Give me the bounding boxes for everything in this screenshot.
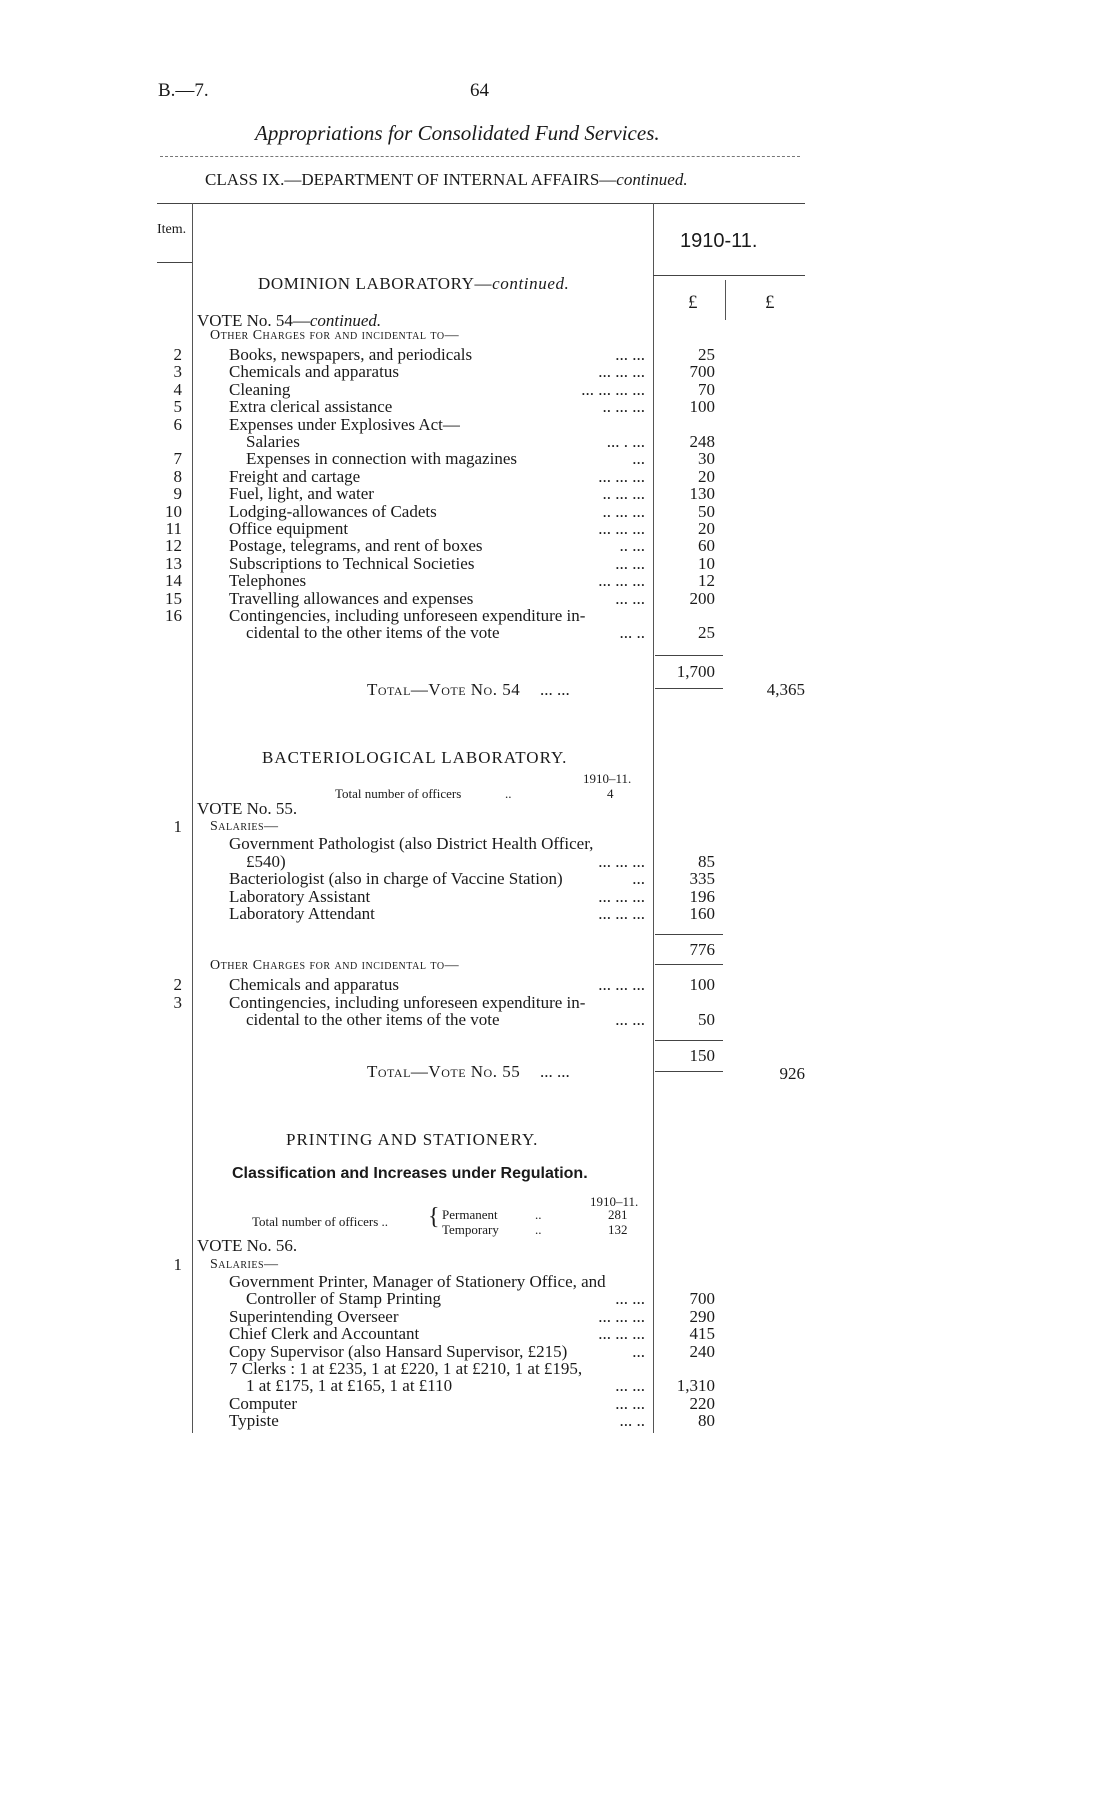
bacteriological-other-row-amount: 100 xyxy=(689,975,715,994)
dominion-title-text: DOMINION LABORATORY— xyxy=(258,274,493,293)
printing-row-amount: 290 xyxy=(689,1306,715,1326)
dominion-row-item-number: 14 xyxy=(165,571,182,591)
dominion-row-leader-dots: .. ... ... xyxy=(602,484,645,504)
dominion-row-description: Chemicals and apparatus xyxy=(229,362,399,382)
vote-54-text: VOTE No. 54— xyxy=(197,311,310,330)
dominion-row-item-number: 15 xyxy=(165,588,182,608)
bacteriological-officers-label: Total number of officers xyxy=(335,786,462,801)
dominion-row-amount: 20 xyxy=(698,466,715,486)
dominion-row-description: Expenses under Explosives Act— xyxy=(229,414,460,434)
bacteriological-salary-row-amount: 85 xyxy=(698,851,715,871)
dominion-row-description: cidental to the other items of the vote xyxy=(246,623,500,643)
dominion-row-amount: 130 xyxy=(689,484,715,504)
bacteriological-section-title: BACTERIOLOGICAL LABORATORY. xyxy=(262,748,568,767)
bacteriological-salary-row-amount: 335 xyxy=(689,869,715,888)
bacteriological-other-row-item-number: 2 xyxy=(173,975,182,994)
dominion-row-leader-dots: .. ... xyxy=(619,536,645,556)
bacteriological-other-row-leader-dots: ... ... ... xyxy=(598,975,645,994)
dominion-row-leader-dots: ... ... ... ... xyxy=(581,379,645,399)
bacteriological-salaries-subtotal: 776 xyxy=(689,940,715,959)
dominion-row-amount: 700 xyxy=(689,362,715,382)
dominion-row-amount: 200 xyxy=(689,588,715,608)
printing-officers-year: 1910–11. xyxy=(590,1194,639,1209)
dominion-row-description: Cleaning xyxy=(229,379,291,399)
printing-row-leader-dots: ... ... xyxy=(615,1393,645,1413)
printing-permanent-label: Permanent xyxy=(442,1207,498,1222)
dominion-title-continued: continued. xyxy=(492,274,570,293)
vote-56-heading: VOTE No. 56. xyxy=(197,1236,298,1255)
bacteriological-salary-row-leader-dots: ... ... ... xyxy=(598,851,645,871)
dominion-row-amount: 248 xyxy=(689,432,715,451)
vote-55-total-rule xyxy=(655,1071,723,1072)
dominion-section-title xyxy=(258,274,569,294)
printing-row-leader-dots: ... ... xyxy=(615,1376,645,1396)
vote-55-total: 926 xyxy=(779,1064,805,1083)
dominion-row-amount: 25 xyxy=(698,623,715,643)
dominion-row-description: Books, newspapers, and periodicals xyxy=(229,345,473,364)
dominion-row-item-number: 16 xyxy=(165,606,182,625)
printing-officers-brace: { xyxy=(428,1204,440,1230)
dominion-row-amount: 25 xyxy=(698,345,715,364)
dominion-other-charges-heading: Other Charges for and incidental to— xyxy=(210,328,460,343)
dominion-row-leader-dots: ... ... xyxy=(615,588,645,608)
dominion-row-description: Freight and cartage xyxy=(229,466,361,486)
dominion-row-amount: 100 xyxy=(689,397,715,417)
bacteriological-salary-row-leader-dots: ... xyxy=(632,869,645,888)
dominion-row-leader-dots: ... .. xyxy=(619,623,645,643)
dominion-row-item-number: 7 xyxy=(173,449,182,469)
dominion-row-description: Subscriptions to Technical Societies xyxy=(229,553,475,573)
printing-salaries-item: 1 xyxy=(173,1255,182,1274)
dominion-row-item-number: 13 xyxy=(165,553,182,573)
printing-row-amount: 415 xyxy=(689,1324,715,1344)
printing-row-description: Computer xyxy=(229,1393,297,1413)
dominion-row-item-number: 2 xyxy=(173,345,182,364)
dominion-row-item-number: 12 xyxy=(165,536,182,556)
dominion-row-description: Salaries xyxy=(246,432,300,451)
bacteriological-salary-row-description: Government Pathologist (also District Health Officer, xyxy=(229,834,594,853)
dominion-row-amount: 50 xyxy=(698,501,715,521)
printing-row-amount: 220 xyxy=(689,1393,715,1413)
dominion-subtotal-rule xyxy=(655,655,723,656)
printing-row-description: 1 at £175, 1 at £165, 1 at £110 xyxy=(246,1376,453,1396)
dominion-row-leader-dots: ... xyxy=(632,449,645,469)
bacteriological-salary-row-leader-dots: ... ... ... xyxy=(598,886,645,906)
class-title-continued: continued. xyxy=(616,170,688,189)
printing-row-leader-dots: ... .. xyxy=(619,1411,645,1431)
printing-row-leader-dots: ... ... ... xyxy=(598,1306,645,1326)
amount-column-divider xyxy=(653,203,654,1433)
dominion-row-item-number: 5 xyxy=(173,397,182,417)
printing-row-description: Government Printer, Manager of Stationery Office, and xyxy=(229,1272,606,1291)
class-title xyxy=(205,170,688,190)
vote-54-total: 4,365 xyxy=(766,680,805,699)
bacteriological-other-row-description: cidental to the other items of the vote xyxy=(246,1010,500,1029)
printing-temporary-label: Temporary xyxy=(442,1222,499,1237)
vote-55-total-dots: ... ... xyxy=(540,1062,570,1081)
printing-salaries-heading: Salaries— xyxy=(210,1257,279,1272)
dominion-row-amount: 70 xyxy=(698,379,715,399)
bacteriological-salary-row-amount: 160 xyxy=(689,904,715,923)
printing-officers-label: Total number of officers .. xyxy=(252,1214,389,1229)
bacteriological-salary-row-leader-dots: ... ... ... xyxy=(598,904,645,923)
dominion-row-description: Office equipment xyxy=(229,519,349,538)
pound-header-1: £ xyxy=(688,292,698,313)
printing-row-description: Superintending Overseer xyxy=(229,1306,399,1326)
printing-row-amount: 80 xyxy=(698,1411,715,1431)
printing-row-amount: 240 xyxy=(689,1341,715,1361)
printing-row-amount: 700 xyxy=(689,1289,715,1309)
bacteriological-salary-row-description: Laboratory Assistant xyxy=(229,886,371,906)
printing-row-leader-dots: ... xyxy=(632,1341,645,1361)
page-number: 64 xyxy=(470,80,489,101)
printing-temporary-dots: .. xyxy=(535,1222,542,1237)
dominion-row-item-number: 4 xyxy=(173,379,182,399)
vote-54-total-dots: ... ... xyxy=(540,680,570,699)
dominion-row-description: Contingencies, including unforeseen expenditure in- xyxy=(229,606,586,625)
dominion-row-amount: 10 xyxy=(698,553,715,573)
dominion-row-leader-dots: ... ... xyxy=(615,553,645,573)
dominion-row-description: Fuel, light, and water xyxy=(229,484,374,504)
vote-54-total-label: Total—Vote No. 54 xyxy=(367,680,521,699)
printing-row-description: Copy Supervisor (also Hansard Supervisor, £215) xyxy=(229,1341,568,1361)
dominion-row-item-number: 8 xyxy=(173,466,182,486)
printing-permanent-dots: .. xyxy=(535,1207,542,1222)
dominion-row-description: Telephones xyxy=(229,571,307,591)
dominion-row-amount: 30 xyxy=(698,449,715,469)
dominion-row-item-number: 11 xyxy=(165,519,182,538)
dominion-row-amount: 60 xyxy=(698,536,715,556)
pound-divider xyxy=(725,280,726,320)
vote-55-heading: VOTE No. 55. xyxy=(197,799,298,818)
year-header-rule xyxy=(653,275,805,276)
printing-row-leader-dots: ... ... xyxy=(615,1289,645,1309)
dominion-row-leader-dots: .. ... ... xyxy=(602,501,645,521)
bacteriological-salary-row-amount: 196 xyxy=(689,886,715,906)
pound-header-2: £ xyxy=(765,292,775,313)
printing-row-amount: 1,310 xyxy=(676,1376,715,1396)
dominion-row-leader-dots: ... ... ... xyxy=(598,519,645,538)
document-reference: B.—7. xyxy=(158,80,209,101)
dominion-row-description: Lodging-allowances of Cadets xyxy=(229,501,437,521)
bacteriological-other-rule xyxy=(655,1040,723,1041)
bacteriological-salaries-item: 1 xyxy=(173,817,182,836)
dominion-row-leader-dots: ... ... ... xyxy=(598,362,645,382)
printing-section-title: PRINTING AND STATIONERY. xyxy=(286,1130,539,1149)
bacteriological-other-row-description: Contingencies, including unforeseen expenditure in- xyxy=(229,992,586,1012)
table-top-rule xyxy=(157,203,805,204)
printing-row-description: Typiste xyxy=(229,1411,279,1431)
dominion-row-leader-dots: ... ... ... xyxy=(598,466,645,486)
header-rule xyxy=(160,156,800,157)
printing-row-description: Chief Clerk and Accountant xyxy=(229,1324,420,1344)
bacteriological-salary-row-description: £540) xyxy=(246,851,286,871)
dominion-row-leader-dots: ... ... xyxy=(615,345,645,364)
printing-temporary-count: 132 xyxy=(608,1222,628,1237)
dominion-subtotal: 1,700 xyxy=(676,662,715,681)
item-column-divider xyxy=(192,203,193,1433)
dominion-row-amount: 20 xyxy=(698,519,715,538)
printing-permanent-count: 281 xyxy=(608,1207,628,1222)
dominion-row-item-number: 9 xyxy=(173,484,182,504)
bacteriological-other-subtotal: 150 xyxy=(689,1046,715,1065)
bacteriological-salary-row-description: Bacteriologist (also in charge of Vaccine Station) xyxy=(229,869,563,888)
bacteriological-other-charges-heading: Other Charges for and incidental to— xyxy=(210,958,460,973)
dominion-row-item-number: 10 xyxy=(165,501,182,521)
printing-subtitle: Classification and Increases under Regulation. xyxy=(232,1165,588,1182)
bacteriological-officers-dots: .. xyxy=(505,786,512,801)
item-column-header: Item. xyxy=(157,222,187,237)
page-title: Appropriations for Consolidated Fund Services. xyxy=(255,121,660,145)
bacteriological-other-row-amount: 50 xyxy=(698,1010,715,1029)
dominion-row-description: Postage, telegrams, and rent of boxes xyxy=(229,536,483,556)
item-header-rule xyxy=(157,262,193,263)
printing-row-description: 7 Clerks : 1 at £235, 1 at £220, 1 at £210, 1 at £195, xyxy=(229,1359,583,1378)
vote-54-total-rule xyxy=(655,688,723,689)
dominion-row-leader-dots: ... ... ... xyxy=(598,571,645,591)
dominion-row-description: Travelling allowances and expenses xyxy=(229,588,474,608)
bacteriological-officers-year: 1910–11. xyxy=(583,771,632,786)
bacteriological-other-row-item-number: 3 xyxy=(173,992,182,1012)
bacteriological-salaries-rule-2 xyxy=(655,964,723,965)
bacteriological-other-row-description: Chemicals and apparatus xyxy=(229,975,399,994)
dominion-row-leader-dots: .. ... ... xyxy=(602,397,645,417)
class-title-text: CLASS IX.—DEPARTMENT OF INTERNAL AFFAIRS— xyxy=(205,170,617,189)
printing-row-description: Controller of Stamp Printing xyxy=(246,1289,442,1309)
dominion-row-leader-dots: ... . ... xyxy=(606,432,645,451)
dominion-row-item-number: 3 xyxy=(173,362,182,382)
bacteriological-other-row-leader-dots: ... ... xyxy=(615,1010,645,1029)
vote-54-continued: continued. xyxy=(309,311,382,330)
bacteriological-salary-row-description: Laboratory Attendant xyxy=(229,904,375,923)
dominion-row-description: Extra clerical assistance xyxy=(229,397,393,417)
bacteriological-officers-count: 4 xyxy=(607,786,614,801)
bacteriological-salaries-heading: Salaries— xyxy=(210,819,279,834)
printing-row-leader-dots: ... ... ... xyxy=(598,1324,645,1344)
bacteriological-salaries-rule xyxy=(655,934,723,935)
dominion-row-item-number: 6 xyxy=(173,414,182,434)
dominion-row-description: Expenses in connection with magazines xyxy=(246,449,517,469)
year-column-header: 1910-11. xyxy=(680,230,758,252)
vote-55-total-label: Total—Vote No. 55 xyxy=(367,1062,521,1081)
dominion-row-amount: 12 xyxy=(698,571,715,591)
